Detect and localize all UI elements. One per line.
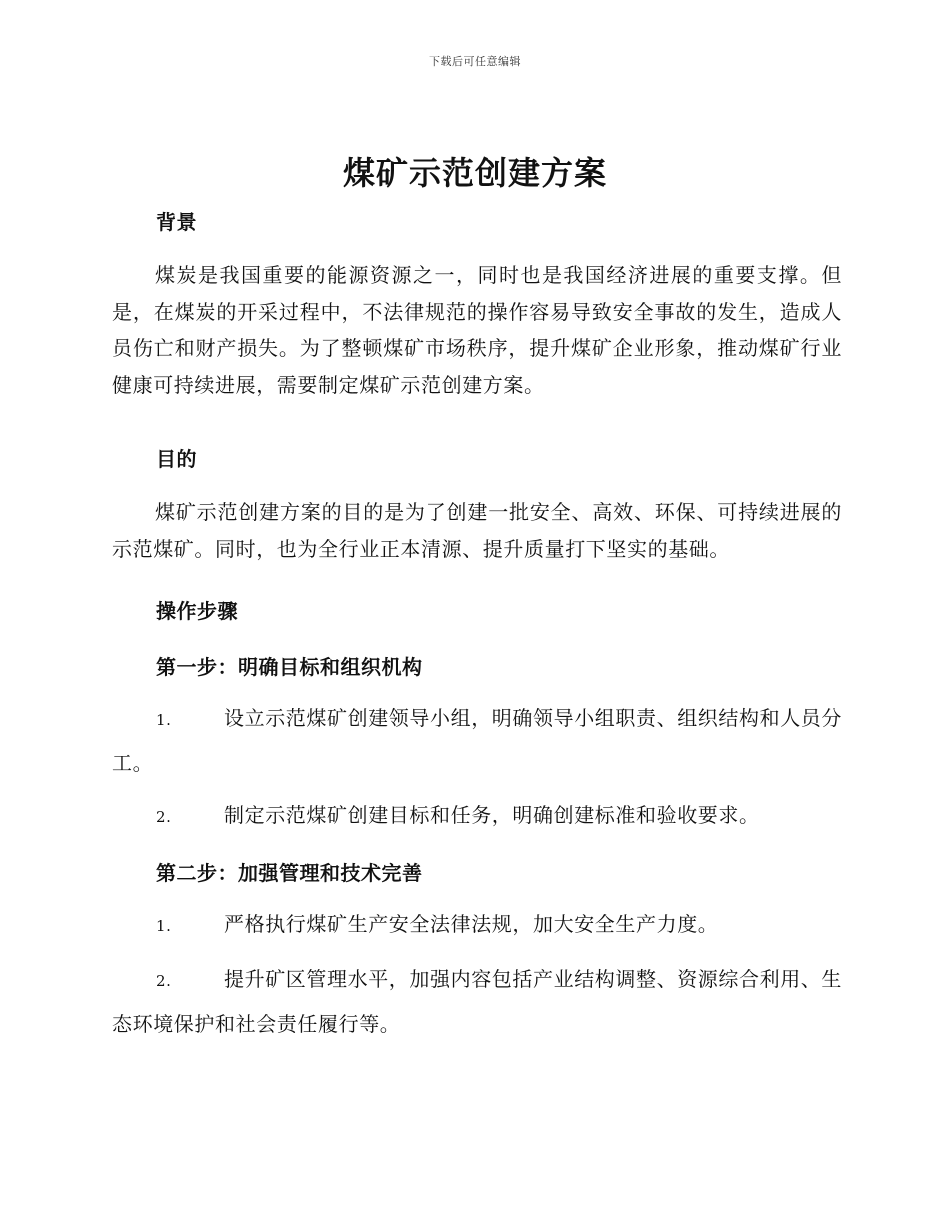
section-heading-purpose: 目的 <box>156 447 197 471</box>
list-item-text: 提升矿区管理水平，加强内容包括产业结构调整、资源综合利用、生态环境保护和社会责任履行等。 <box>112 967 842 1036</box>
step1-heading: 第一步：明确目标和组织机构 <box>156 655 423 679</box>
document-title: 煤矿示范创建方案 <box>342 154 607 192</box>
step2-list-item <box>112 903 842 948</box>
header-note: 下载后可任意编辑 <box>429 55 521 68</box>
section-heading-steps: 操作步骤 <box>156 599 238 623</box>
section-heading-background: 背景 <box>156 210 197 234</box>
step2-list-item <box>112 958 842 1046</box>
paragraph-background: 煤炭是我国重要的能源资源之一，同时也是我国经济进展的重要支撑。但是，在煤炭的开采过程中，不法律规范的操作容易导致安全事故的发生，造成人员伤亡和财产损失。为了整顿煤矿市场秩序，提升煤矿企业形象，推动煤矿行业健康可持续进展，需要制定煤矿示范创建方案。 <box>112 263 842 397</box>
list-item-text: 严格执行煤矿生产安全法律法规，加大安全生产力度。 <box>224 912 719 936</box>
list-item-text: 设立示范煤矿创建领导小组，明确领导小组职责、组织结构和人员分工。 <box>112 706 842 775</box>
list-number: 1. <box>156 917 172 935</box>
paragraph-purpose: 煤矿示范创建方案的目的是为了创建一批安全、高效、环保、可持续进展的示范煤矿。同时，也为全行业正本清源、提升质量打下坚实的基础。 <box>112 500 842 561</box>
step1-list-item <box>112 794 842 839</box>
list-number: 1. <box>156 711 172 729</box>
step1-list-item <box>112 697 842 785</box>
list-item-text: 制定示范煤矿创建目标和任务，明确创建标准和验收要求。 <box>224 803 760 827</box>
list-number: 2. <box>156 808 172 826</box>
step2-heading: 第二步：加强管理和技术完善 <box>156 861 423 885</box>
list-number: 2. <box>156 972 172 990</box>
